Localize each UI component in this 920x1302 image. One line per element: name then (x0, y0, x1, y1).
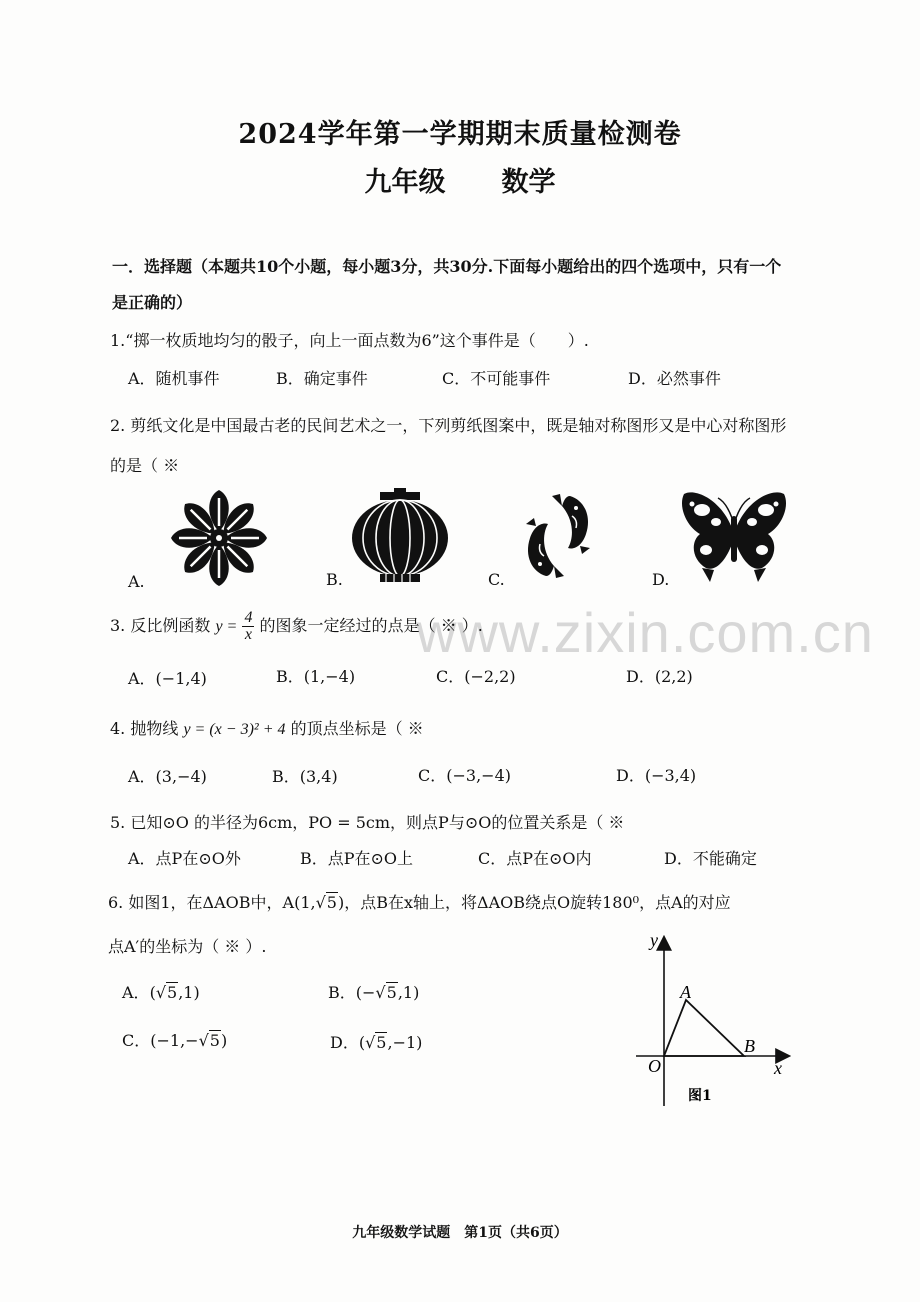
page-subtitle (0, 160, 920, 199)
q4-expr: y = (x − 3)² + 4 (183, 721, 286, 738)
watermark: www.zixin.com.cn (416, 601, 874, 664)
question-2-line2: 的是（ ※ (110, 456, 180, 475)
q5-option-d: D．不能确定 (664, 849, 757, 868)
q3-option-a: A．(−1,4) (128, 669, 207, 688)
q5-option-c: C．点P在⊙O内 (478, 849, 592, 868)
q6-option-a: A．(√5,1) (122, 983, 200, 1002)
q5-option-b: B．点P在⊙O上 (300, 849, 414, 868)
q2-label-c: C. (488, 570, 505, 589)
triangle-aob (664, 1000, 744, 1056)
y-axis-label: y (650, 930, 658, 950)
q4-option-c: C．(−3,−4) (418, 766, 511, 785)
page-footer: 九年级数学试题 第1页（共6页） (352, 1225, 568, 1241)
x-axis-label: x (774, 1058, 782, 1078)
q6-option-b: B．(−√5,1) (328, 983, 420, 1002)
subtitle-subject: 数学 (501, 167, 556, 198)
q1-option-d: D．必然事件 (628, 369, 721, 388)
point-a-label: A (680, 982, 691, 1002)
lantern-papercut-image (350, 488, 450, 586)
section-heading-line2: 是正确的） (112, 293, 193, 312)
q3-prefix: 3. 反比例函数 (110, 616, 211, 635)
page-title: 2024学年第一学期期末质量检测卷 (238, 119, 682, 150)
question-6-line2: 点A′的坐标为（ ※ ）. (108, 937, 267, 956)
q2-label-d: D. (652, 570, 670, 589)
q6-line1-a: 6. 如图1，在ΔAOB中，A(1, (108, 893, 316, 912)
q4-option-a: A．(3,−4) (128, 767, 207, 786)
q3-option-b: B．(1,−4) (276, 667, 356, 686)
q3-frac-den: x (244, 626, 252, 643)
q1-option-c: C．不可能事件 (442, 369, 551, 388)
flower-papercut-image (160, 488, 278, 588)
question-2-line1: 2. 剪纸文化是中国最古老的民间艺术之一，下列剪纸图案中，既是轴对称图形又是中心对称图形 (110, 416, 787, 435)
question-4 (110, 716, 424, 739)
q2-label-a: A. (128, 572, 145, 591)
koi-fish-papercut-image (512, 490, 604, 582)
figure-1-diagram (628, 926, 798, 1116)
origin-label: O (648, 1056, 661, 1076)
subtitle-grade: 九年级 (364, 167, 446, 198)
question-3 (110, 610, 483, 643)
point-b-label: B (744, 1036, 755, 1056)
q3-suffix: 的图象一定经过的点是（ ※ ）. (259, 616, 483, 635)
q3-fraction (242, 610, 254, 643)
question-6-line1: 6. 如图1，在ΔAOB中，A(1,√5)，点B在x轴上，将ΔAOB绕点O旋转180⁰，点A的对应 (108, 893, 731, 912)
q2-label-b: B. (326, 570, 343, 589)
q6-line1-b: )，点B在x轴上，将ΔAOB绕点O旋转180⁰，点A的对应 (337, 893, 731, 912)
q1-option-b: B．确定事件 (276, 369, 368, 388)
q4-suffix: 的顶点坐标是（ ※ (290, 719, 424, 738)
q6-option-d: D．(√5,−1) (330, 1033, 423, 1052)
q4-option-b: B．(3,4) (272, 767, 338, 786)
q3-option-c: C．(−2,2) (436, 667, 516, 686)
figure-caption: 图1 (688, 1088, 712, 1104)
q4-prefix: 4. 抛物线 (110, 719, 179, 738)
q3-option-d: D．(2,2) (626, 667, 693, 686)
question-5-text: 5. 已知⊙O 的半径为6cm，PO = 5cm，则点P与⊙O的位置关系是（ ※ (110, 813, 625, 832)
question-1-text: 1.“掷一枚质地均匀的骰子，向上一面点数为6”这个事件是（ ）. (110, 331, 589, 350)
q3-lhs: y = (215, 618, 238, 635)
q6-option-c: C．(−1,−√5) (122, 1031, 228, 1050)
q4-option-d: D．(−3,4) (616, 766, 697, 785)
q1-option-a: A．随机事件 (128, 369, 220, 388)
q6-line1-sqrt: 5 (326, 893, 337, 912)
section-heading-line1: 一．选择题（本题共10个小题，每小题3分，共30分.下面每小题给出的四个选项中，只有一个 (112, 257, 782, 276)
q3-frac-num: 4 (244, 609, 253, 626)
q5-option-a: A．点P在⊙O外 (128, 849, 241, 868)
butterfly-papercut-image (680, 488, 788, 584)
